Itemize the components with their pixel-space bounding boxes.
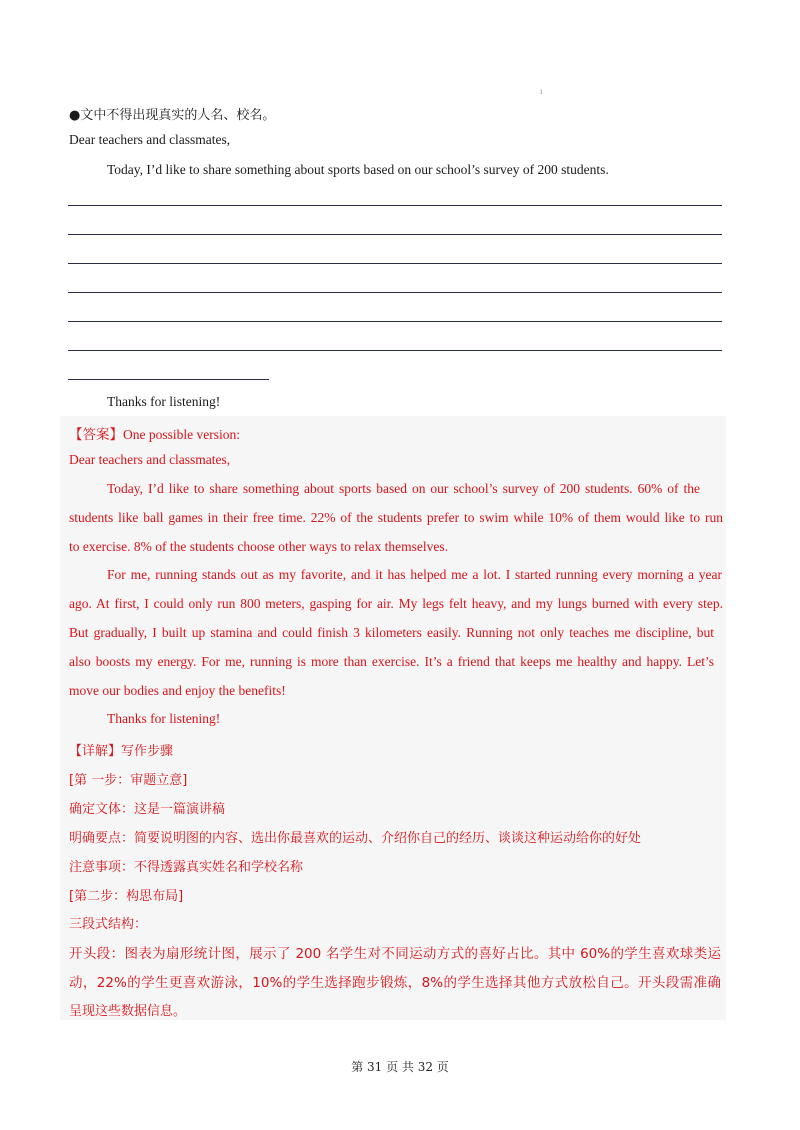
answer-p2-line: For me, running stands out as my favorite, and it has helped me a lot. I started running every morning a year	[107, 567, 722, 582]
notice-text: ●文中不得出现真实的人名、校名。	[69, 108, 276, 123]
scan-mark: ı	[540, 86, 543, 96]
salutation: Dear teachers and classmates,	[69, 132, 231, 147]
analysis-step2: [第二步：构思布局]	[69, 889, 184, 904]
answer-p2-line: ago. At first, I could only run 800 meters, gasping for air. My legs felt heavy, and my lungs burned with every step.	[69, 596, 723, 611]
writing-line	[68, 321, 722, 322]
answer-p2-line: But gradually, I built up stamina and could finish 3 kilometers easily. Running not only teaches me discipline, but	[69, 625, 714, 640]
writing-line	[68, 292, 722, 293]
answer-closing: Thanks for listening!	[107, 711, 221, 726]
writing-line-short	[68, 379, 269, 380]
analysis-notes: 注意事项：不得透露真实姓名和学校名称	[69, 860, 304, 875]
analysis-heading: 【详解】写作步骤	[69, 744, 174, 759]
answer-p1-line: students like ball games in their free time. 22% of the students prefer to swim while 10% of them would like to run	[69, 510, 723, 525]
answer-p2-line: also boosts my energy. For me, running is more than exercise. It’s a friend that keeps me healthy and happy. Let’s	[69, 654, 714, 669]
analysis-opening-line: 呈现这些数据信息。	[69, 1004, 187, 1019]
writing-line	[68, 205, 722, 206]
closing-line: Thanks for listening!	[107, 394, 221, 409]
page-footer: 第 31 页 共 32 页	[351, 1060, 449, 1074]
analysis-opening-line: 动，22%的学生更喜欢游泳，10%的学生选择跑步锻炼，8%的学生选择其他方式放松自己。开头段需准确	[69, 975, 721, 991]
writing-line	[68, 263, 722, 264]
analysis-step1: [第 一步：审题立意]	[69, 773, 188, 788]
answer-heading: 【答案】One possible version:	[69, 427, 240, 442]
writing-line	[68, 350, 722, 351]
answer-p1-line: to exercise. 8% of the students choose other ways to relax themselves.	[69, 539, 449, 554]
analysis-genre: 确定文体：这是一篇演讲稿	[69, 802, 226, 817]
writing-line	[68, 234, 722, 235]
answer-p1-line: Today, I’d like to share something about sports based on our school’s survey of 200 students. 60% of the	[107, 481, 700, 496]
analysis-opening-line: 开头段：图表为扇形统计图，展示了 200 名学生对不同运动方式的喜好占比。其中 60%的学生喜欢球类运	[69, 946, 721, 962]
answer-salutation: Dear teachers and classmates,	[69, 452, 231, 467]
answer-p2-line: move our bodies and enjoy the benefits!	[69, 683, 286, 698]
analysis-points: 明确要点：简要说明图的内容、选出你最喜欢的运动、介绍你自己的经历、谈谈这种运动给你的好处	[69, 831, 642, 846]
opening-sentence: Today, I’d like to share something about sports based on our school’s survey of 200 students.	[107, 162, 609, 177]
analysis-structure: 三段式结构：	[69, 917, 148, 932]
